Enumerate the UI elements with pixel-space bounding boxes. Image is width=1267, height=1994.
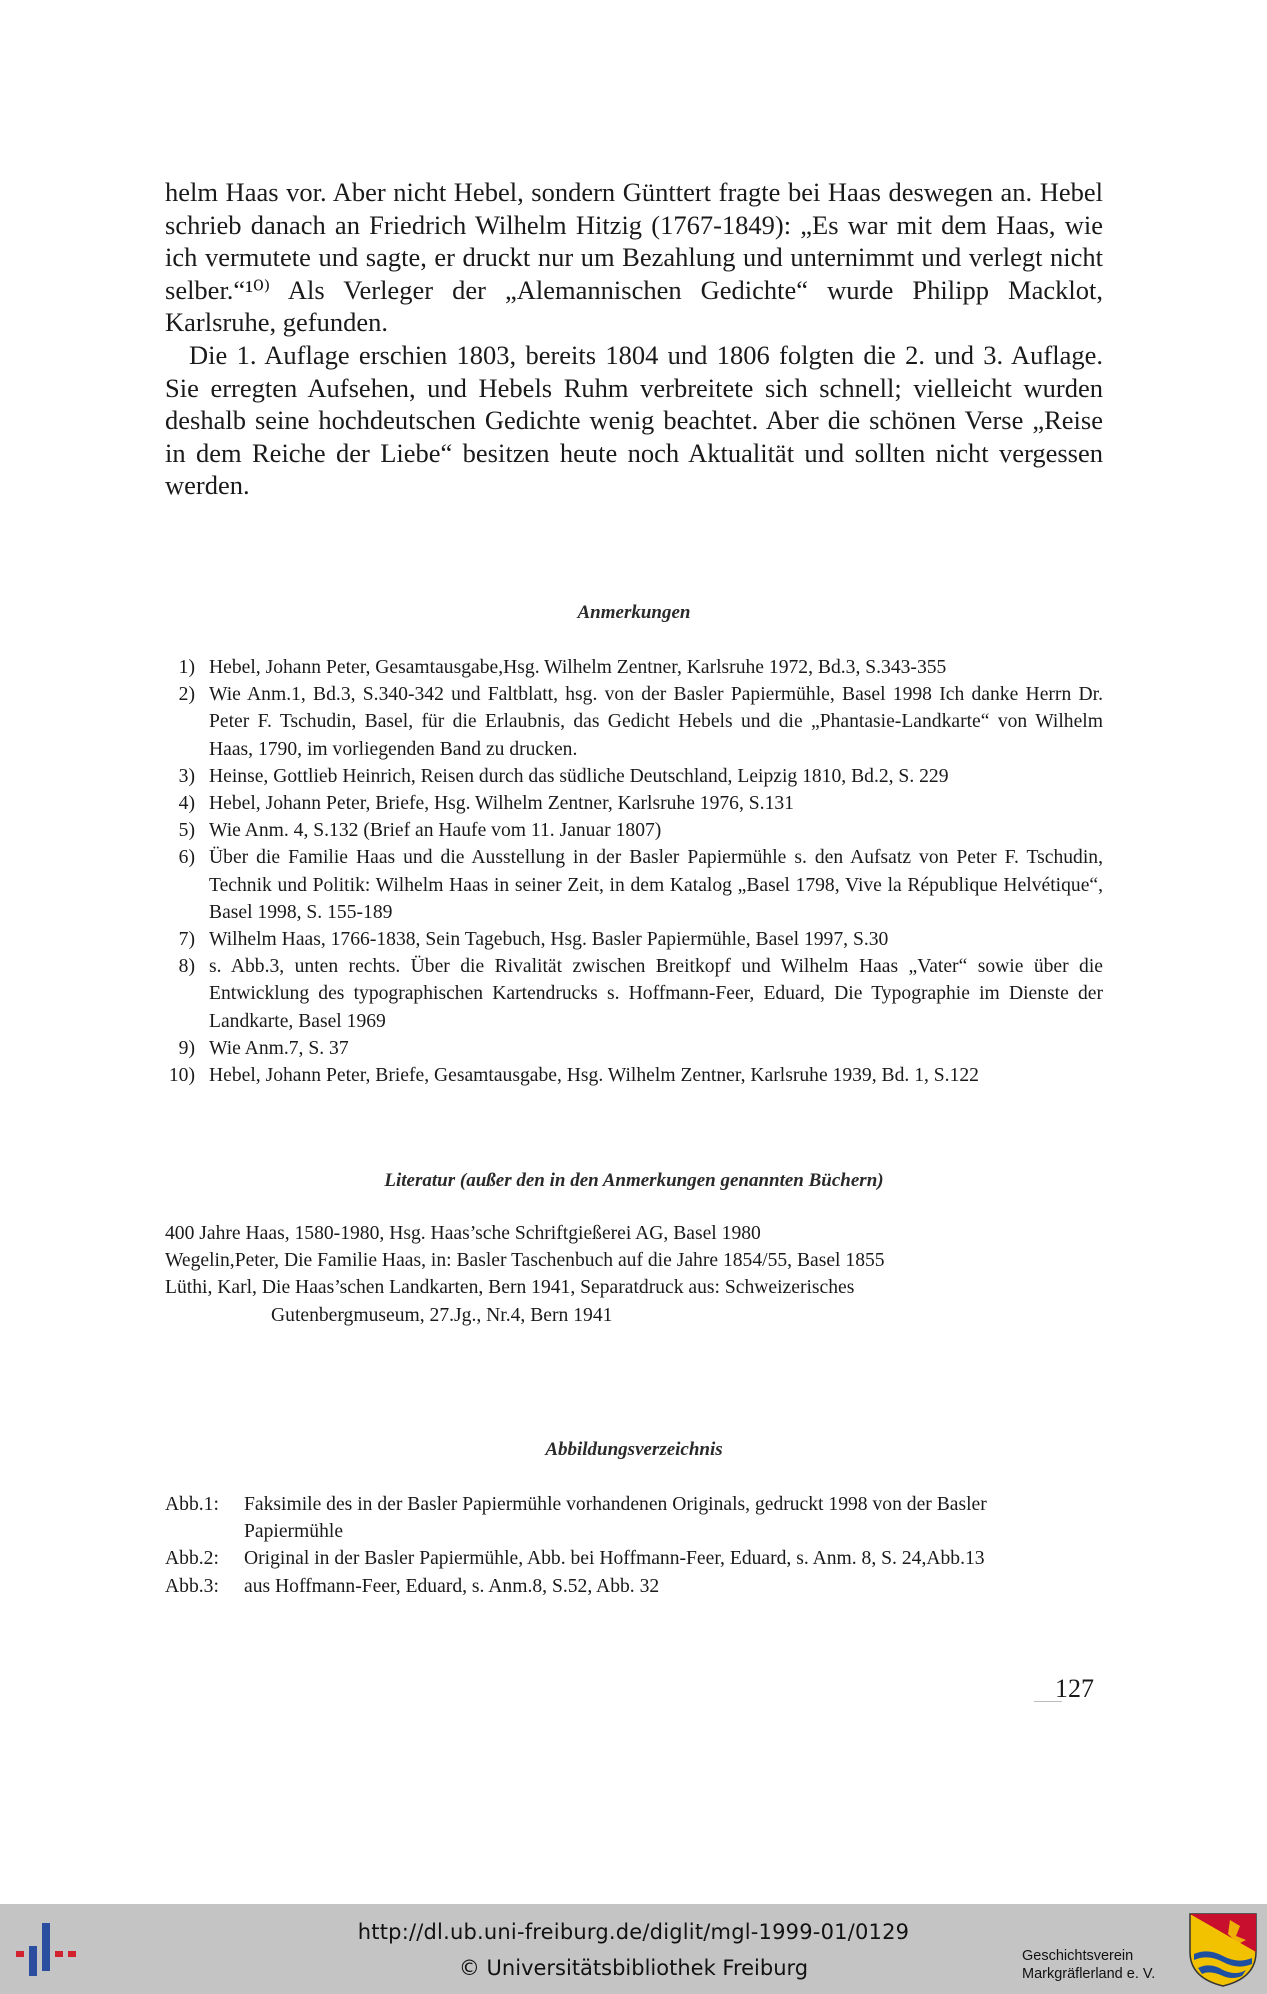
note-item	[165, 953, 1103, 1035]
society-name-line: Geschichtsverein	[1022, 1948, 1134, 1964]
notes-heading: Anmerkungen	[577, 602, 691, 623]
note-text: Hebel, Johann Peter, Gesamtausgabe,Hsg. Wilhelm Zentner, Karlsruhe 1972, Bd.3, S.343-355	[209, 657, 947, 678]
note-item	[165, 654, 1103, 681]
note-number: 8)	[178, 956, 195, 978]
notes-list	[165, 654, 1103, 1089]
note-item	[165, 1035, 1103, 1062]
note-item	[165, 1062, 1103, 1089]
footer-copyright: © Universitätsbibliothek Freiburg	[458, 1956, 809, 1980]
figure-text: aus Hoffmann-Feer, Eduard, s. Anm.8, S.52, Abb. 32	[244, 1575, 660, 1597]
footer-url-link[interactable]: http://dl.ub.uni-freiburg.de/diglit/mgl-1999-01/0129	[357, 1920, 910, 1944]
note-item	[165, 790, 1103, 817]
note-text: Wie Anm.7, S. 37	[209, 1037, 349, 1059]
note-text: Wie Anm. 4, S.132 (Brief an Haufe vom 11. Januar 1807)	[209, 820, 662, 842]
society-name-line: Markgräflerland e. V.	[1022, 1966, 1156, 1982]
figure-item	[165, 1573, 1103, 1600]
literature-entry: Wegelin,Peter, Die Familie Haas, in: Basler Taschenbuch auf die Jahre 1854/55, Basel 1855	[165, 1250, 885, 1272]
note-item	[165, 926, 1103, 953]
note-text: Wie Anm.1, Bd.3, S.340-342 und Faltblatt, hsg. von der Basler Papiermühle, Basel 1998 Ich danke Herrn Dr. Peter F. Tschudin, Basel, für die Erlaubnis, das Gedicht Hebels und die „Phantasie-Landkarte“ von Wilhelm Haas, 1790, im vorliegenden Band zu drucken.	[209, 684, 1103, 760]
figure-label: Abb.2:	[165, 1548, 219, 1570]
body-paragraph: Die 1. Auflage erschien 1803, bereits 1804 und 1806 folgten die 2. und 3. Auflage. Sie erregten Aufsehen, und Hebels Ruhm verbreitete sich schnell; vielleicht wurden deshalb seine hochdeutschen Gedichte wenig beachtet. Aber die schönen Verse „Reise in dem Reiche der Liebe“ besitzen heute noch Aktualität und sollten nicht vergessen werden.	[165, 339, 1103, 501]
note-text: Heinse, Gottlieb Heinrich, Reisen durch das südliche Deutschland, Leipzig 1810, Bd.2, S. 229	[209, 765, 949, 787]
literature-entry-continuation: Gutenbergmuseum, 27.Jg., Nr.4, Bern 1941	[271, 1304, 613, 1326]
footer-bar	[0, 1904, 1267, 1994]
note-text: Wilhelm Haas, 1766-1838, Sein Tagebuch, Hsg. Basler Papiermühle, Basel 1997, S.30	[209, 929, 889, 951]
note-item	[165, 681, 1103, 763]
note-number: 6)	[178, 847, 195, 869]
note-text: Hebel, Johann Peter, Briefe, Hsg. Wilhelm Zentner, Karlsruhe 1976, S.131	[209, 793, 794, 815]
note-number: 10)	[168, 1065, 195, 1087]
note-number: 5)	[178, 820, 195, 842]
note-text: Hebel, Johann Peter, Briefe, Gesamtausgabe, Hsg. Wilhelm Zentner, Karlsruhe 1939, Bd. 1, S.122	[209, 1065, 979, 1087]
figure-item	[165, 1545, 1103, 1572]
note-text: s. Abb.3, unten rechts. Über die Rivalität zwischen Breitkopf und Wilhelm Haas „Vater“ sowie über die Entwicklung des typographischen Kartendrucks s. Hoffmann-Feer, Eduard, Die Typographie im Dienste der Landkarte, Basel 1969	[209, 956, 1103, 1032]
note-text: Über die Familie Haas und die Ausstellung in der Basler Papiermühle s. den Aufsatz von Peter F. Tschudin, Technik und Politik: Wilhelm Haas in seiner Zeit, in dem Katalog „Basel 1798, Vive la République Helvétique“, Basel 1998, S. 155-189	[209, 847, 1103, 923]
literature-heading: Literatur (außer den in den Anmerkungen genannten Büchern)	[384, 1170, 884, 1191]
society-name	[1022, 1947, 1155, 1983]
figures-heading: Abbildungsverzeichnis	[545, 1439, 723, 1460]
note-item	[165, 844, 1103, 926]
literature-entry: 400 Jahre Haas, 1580-1980, Hsg. Haas’sche Schriftgießerei AG, Basel 1980	[165, 1223, 761, 1244]
coat-of-arms-icon[interactable]	[1188, 1912, 1258, 1988]
figure-label: Abb.3:	[165, 1575, 219, 1597]
note-item	[165, 817, 1103, 844]
figure-item	[165, 1491, 1103, 1545]
note-number: 9)	[178, 1037, 195, 1059]
note-number: 7)	[178, 929, 195, 951]
figure-text: Faksimile des in der Basler Papiermühle vorhandenen Originals, gedruckt 1998 von der Basler Papiermühle	[244, 1494, 987, 1543]
note-item	[165, 763, 1103, 790]
figure-text: Original in der Basler Papiermühle, Abb. bei Hoffmann-Feer, Eduard, s. Anm. 8, S. 24,Abb.13	[244, 1548, 985, 1570]
note-number: 3)	[178, 765, 195, 787]
body-paragraph: helm Haas vor. Aber nicht Hebel, sondern Günttert fragte bei Haas deswegen an. Hebel schrieb danach an Friedrich Wilhelm Hitzig (1767-1849): „Es war mit dem Haas, wie ich vermutete und sagte, er druckt nur um Bezahlung und unternimmt und verlegt nicht selber.“¹⁰⁾ Als Verleger der „Alemannischen Gedichte“ wurde Philipp Macklot, Karlsruhe, gefunden.	[165, 177, 1103, 338]
literature-list	[165, 1220, 1103, 1329]
figures-list	[165, 1491, 1103, 1600]
literature-entry: Lüthi, Karl, Die Haas’schen Landkarten, Bern 1941, Separatdruck aus: Schweizerisches	[165, 1277, 855, 1299]
figure-label: Abb.1:	[165, 1494, 219, 1515]
note-number: 1)	[178, 657, 195, 678]
body-text	[165, 176, 1103, 502]
note-number: 2)	[178, 684, 195, 706]
page-number: 127	[1055, 1674, 1094, 1703]
note-number: 4)	[178, 793, 195, 815]
